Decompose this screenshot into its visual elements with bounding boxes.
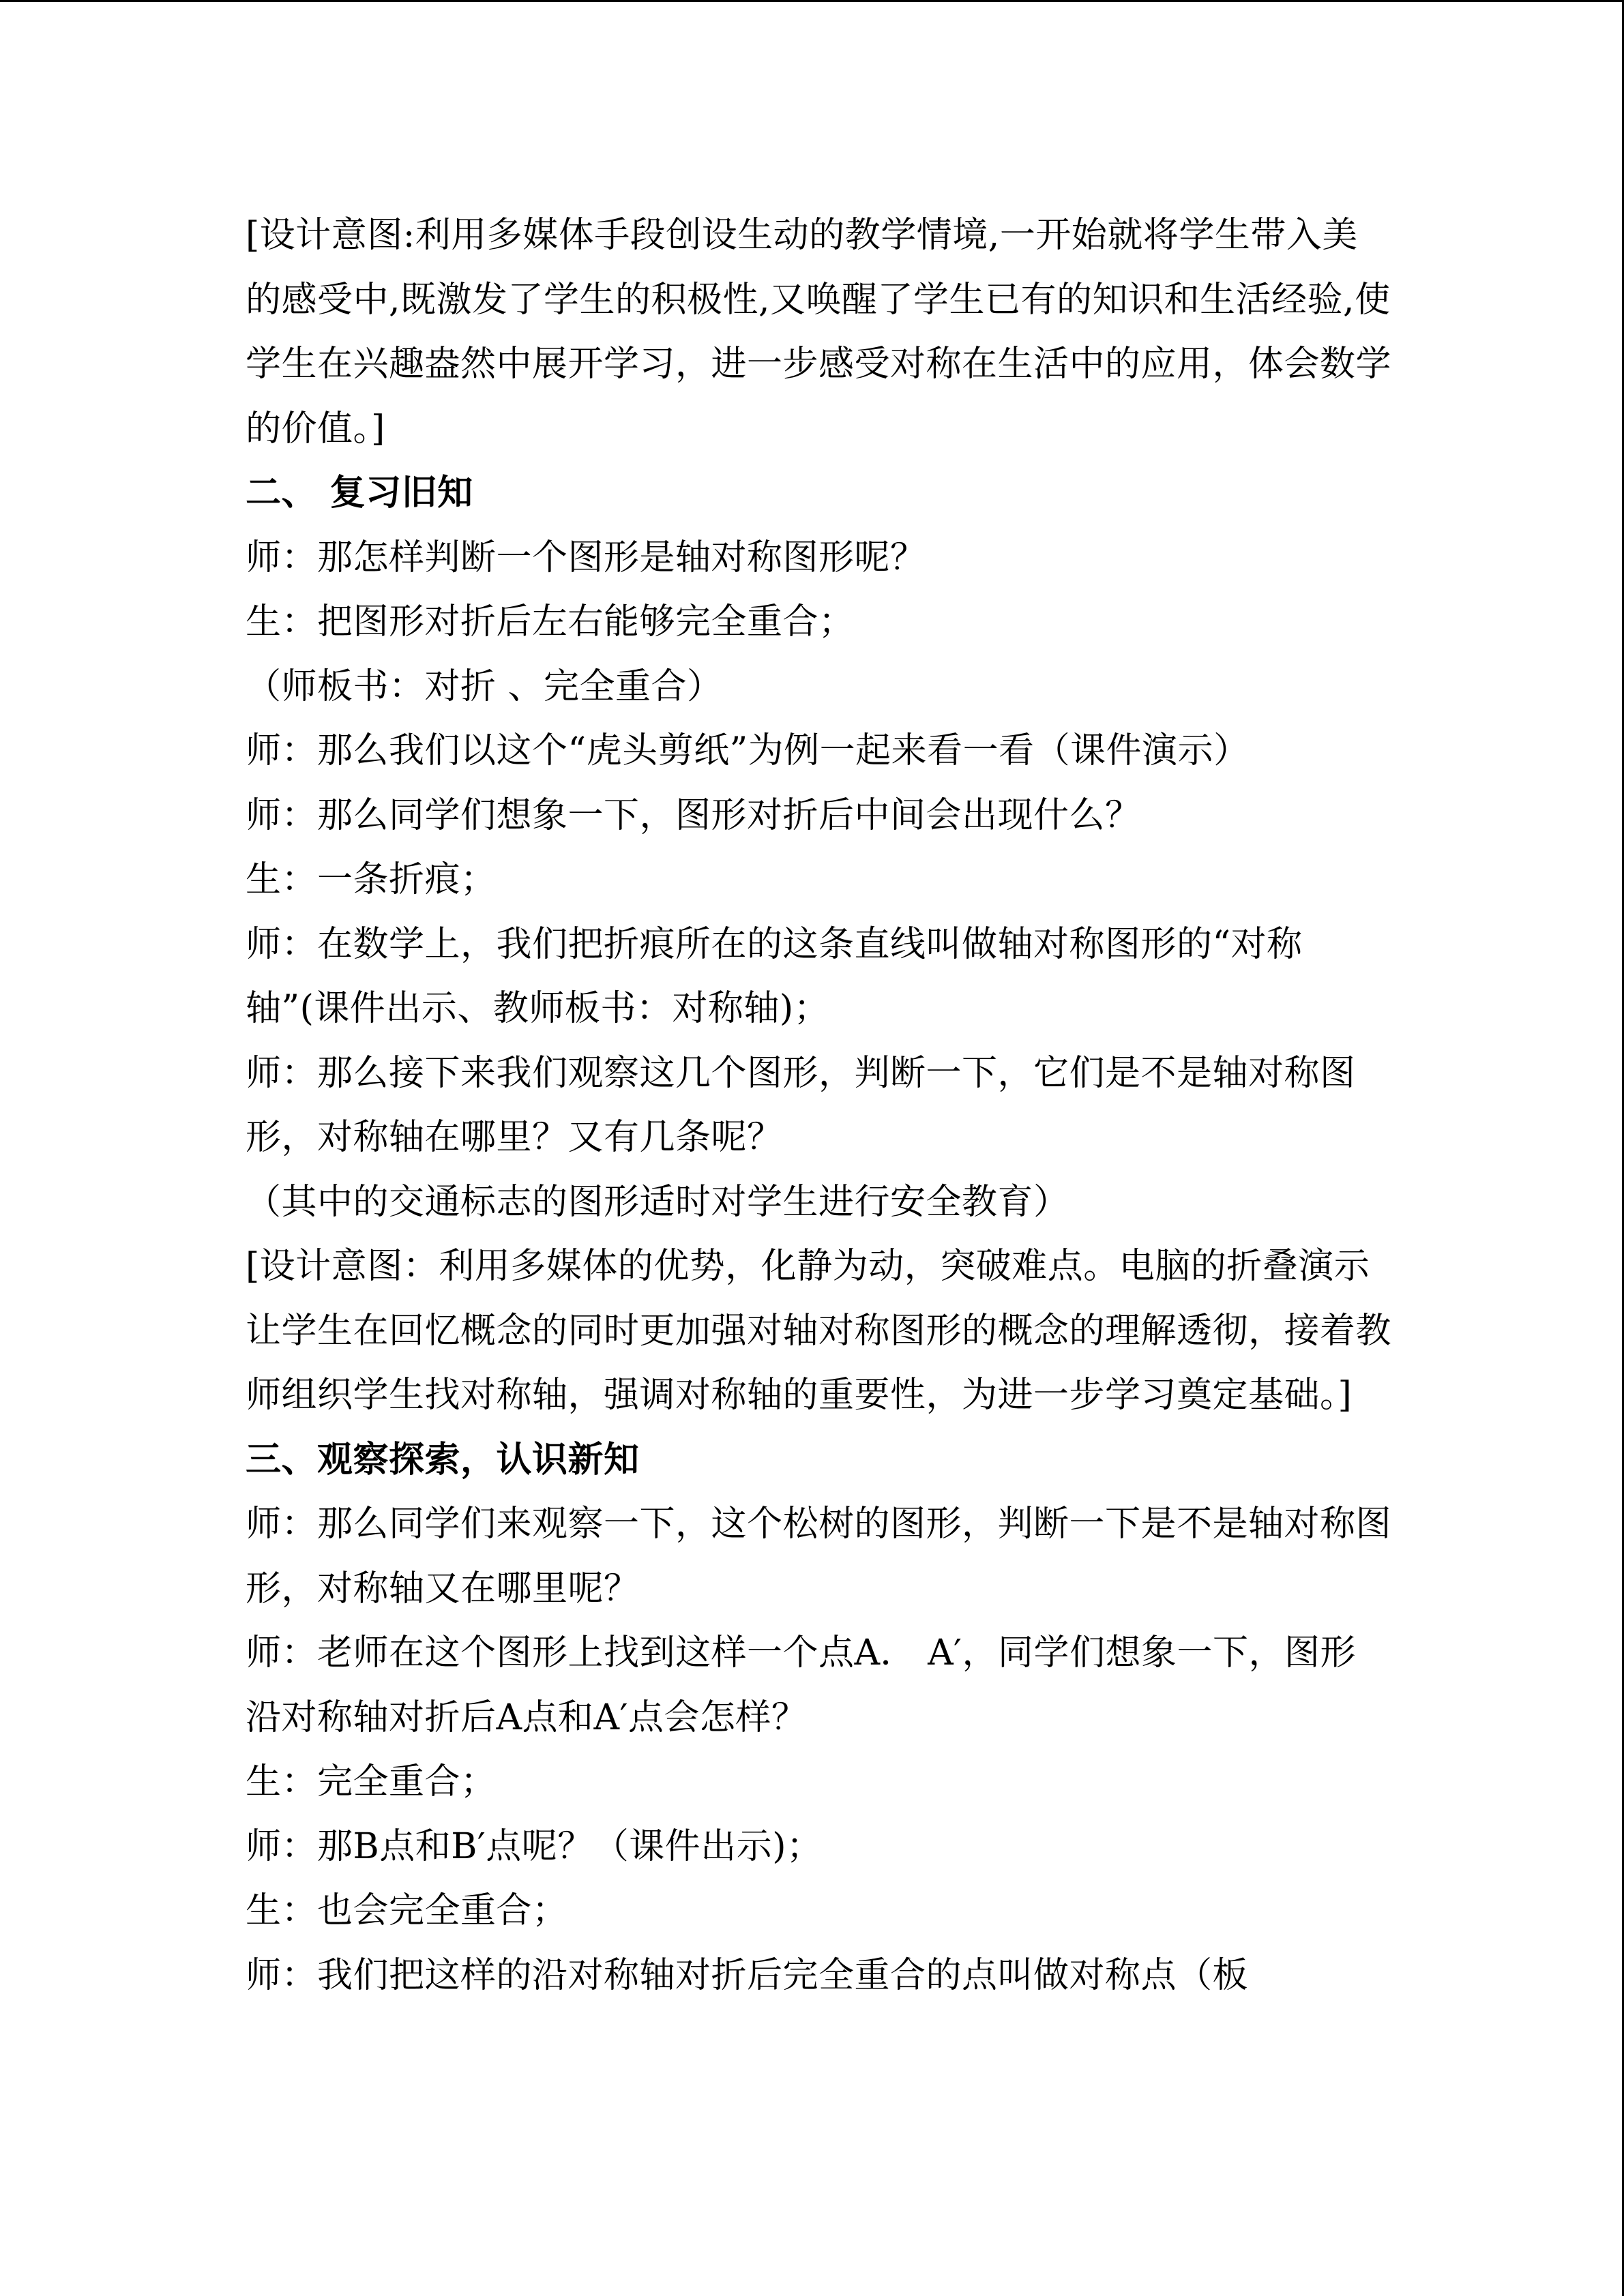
dialogue-line: 生：也会完全重合； <box>246 1890 568 1931</box>
page-top-border <box>0 0 1624 2</box>
board-note-line: （师板书：对折 、完全重合） <box>246 666 723 707</box>
dialogue-line: 生：一条折痕； <box>246 859 497 900</box>
dialogue-line: 师：那么接下来我们观察这几个图形，判断一下，它们是不是轴对称图形，对称轴在哪里？又有几条呢？ <box>246 1052 1356 1158</box>
safety-note-line: （其中的交通标志的图形适时对学生进行安全教育） <box>246 1181 1069 1223</box>
dialogue-line: 师：在数学上，我们把折痕所在的这条直线叫做轴对称图形的“对称轴”(课件出示、教师板书：对称轴)； <box>246 923 1303 1029</box>
dialogue-line: 生：把图形对折后左右能够完全重合； <box>246 601 855 642</box>
dialogue-line: 生：完全重合； <box>246 1761 497 1802</box>
document-body <box>246 203 1391 2008</box>
dialogue-line: 师：那么同学们来观察一下，这个松树的图形，判断一下是不是轴对称图形，对称轴又在哪里呢？ <box>246 1504 1392 1609</box>
dialogue-line: 师：那B点和B′点呢？（课件出示)； <box>246 1825 823 1867</box>
section-heading-review: 二、 复习旧知 <box>246 472 473 513</box>
dialogue-line: 师：那怎样判断一个图形是轴对称图形呢？ <box>246 537 926 578</box>
dialogue-line: 师：那么我们以这个“虎头剪纸”为例一起来看一看（课件演示） <box>246 730 1250 771</box>
dialogue-line: 师：那么同学们想象一下，图形对折后中间会出现什么？ <box>246 794 1141 836</box>
section-heading-explore: 三、观察探索，认识新知 <box>246 1438 640 1480</box>
design-intent-paragraph-1: [设计意图:利用多媒体手段创设生动的教学情境,一开始就将学生带入美的感受中,既激发了学生的积极性,又唤醒了学生已有的知识和生活经验,使学生在兴趣盎然中展开学习，进一步感受对称在生活中的应用，体会数学的价值。] <box>246 215 1392 449</box>
dialogue-line: 师：老师在这个图形上找到这样一个点A． A′，同学们想象一下，图形沿对称轴对折后A点和A′点会怎样？ <box>246 1632 1356 1738</box>
design-intent-paragraph-2: [设计意图：利用多媒体的优势，化静为动，突破难点。电脑的折叠演示让学生在回忆概念的同时更加强对轴对称图形的概念的理解透彻，接着教师组织学生找对称轴，强调对称轴的重要性，为进一步学习奠定基础。] <box>246 1246 1392 1416</box>
dialogue-line: 师：我们把这样的沿对称轴对折后完全重合的点叫做对称点（板 <box>246 1954 1249 1996</box>
